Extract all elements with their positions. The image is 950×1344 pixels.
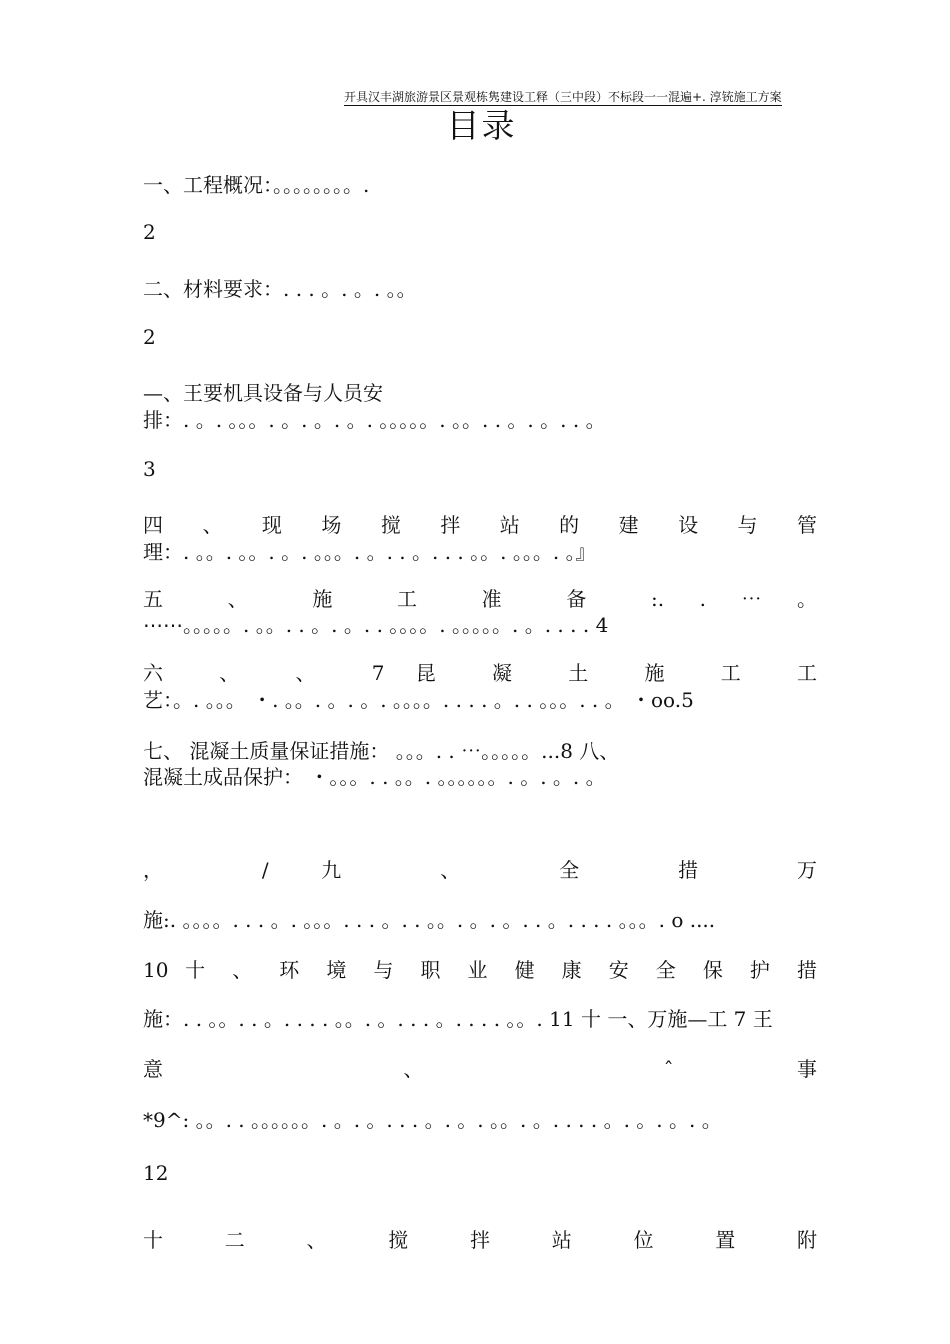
toc-entry-9: ， / 九 、 全 措 万 [143,858,817,882]
toc-entry-9-leader: 施:. 。。。。. . . 。. 。。。. . . 。. . 。。. 。. 。. . 。. . . . 。。。. o .... [143,908,716,932]
toc-entry-4: 四 、 现 场 搅 拌 站 的 建 设 与 管 [143,513,817,537]
toc-entry-6: 六 、 、 7 昆 凝 土 施 工 工 [143,661,817,685]
toc-page-number: 3 [143,457,156,481]
toc-entry-10-leader: 施：. . 。。. . 。. . . . 。。. 。. . . 。. . . . 。。. 11 十 一、万施—工 7 王 [143,1007,773,1031]
toc-entry-12: 十 二 、 搅 拌 站 位 置 附 [143,1228,817,1252]
toc-entry-7: 七、 混凝土质量保证措施： 。。。. . ⋯。。。。。...8 八、 [143,739,620,763]
toc-page-number: 2 [143,325,156,349]
toc-page-number: 2 [143,220,156,244]
toc-entry-1: 一、工程概况：。。。。。。。。. [143,173,370,197]
toc-entry-10: 10 十 、 环 境 与 职 业 健 康 安 全 保 护 措 [143,958,817,982]
toc-entry-4-leader: 理：. 。。. 。。. 。. 。。。. 。. . 。. . . 。。. 。。。. 。』 [143,540,596,564]
toc-entry-5-leader: ⋯⋯。。。。。. 。。. . 。. 。. . 。。。。. 。。。。。. 。. . . . 4 [143,613,609,637]
toc-entry-3-leader: 排：. 。. 。。。. 。. 。. 。. 。。。。。. 。。. . 。. 。. . 。 [143,408,606,432]
toc-entry-8: 混凝土成品保护： ・。。。. . 。。. 。。。。。。. 。. 。. 。 [143,765,606,789]
toc-entry-6-leader: 艺：。. 。。。 ・. 。。. 。. 。. 。。。。. . . . 。. . 。。。. . 。 ・oo.5 [143,688,694,712]
page-title: 目录 [446,106,517,145]
toc-entry-5: 五 、 施 工 准 备 :. . ⋯ 。 [143,587,817,611]
toc-page-number: 12 [143,1161,169,1185]
toc-entry-3: —、王要机具设备与人员安 [143,381,383,405]
toc-entry-11: 意 、 ˆ 事 [143,1057,817,1081]
running-header: 开具汉丰湖旅游景区景观栋隽建设工释（三中段）不标段一一混遍+. 淳铳施工方案 [344,90,782,104]
toc-entry-2: 二、材料要求：. . . 。. 。. 。。 [143,277,417,301]
toc-entry-11-leader: *9^: 。。. . 。。。。。。. 。. 。. . . 。. 。. 。。. 。. . . . 。. 。. 。. 。 [143,1108,722,1132]
